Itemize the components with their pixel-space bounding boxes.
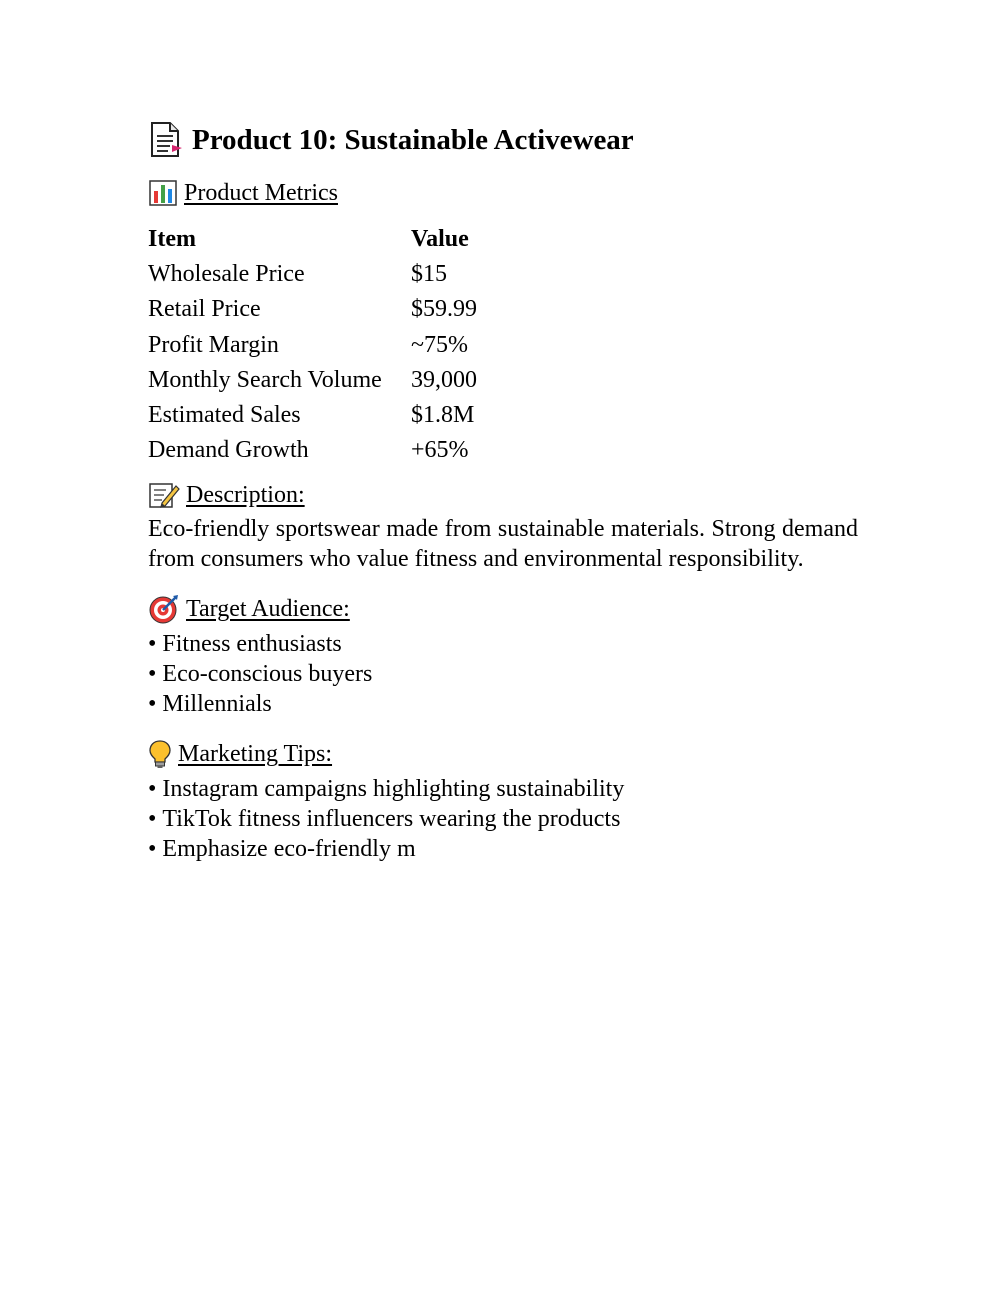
table-header-row xyxy=(148,222,477,257)
metric-value-cell: $59.99 xyxy=(411,296,477,323)
metric-item-cell: Wholesale Price xyxy=(148,261,305,288)
light-bulb-icon xyxy=(148,739,172,769)
metrics-heading xyxy=(148,178,338,208)
list-item: • TikTok fitness influencers wearing the products xyxy=(148,804,858,834)
metric-item-cell: Estimated Sales xyxy=(148,402,301,429)
description-heading-label: Description: xyxy=(186,482,305,509)
metric-value-cell: $1.8M xyxy=(411,402,475,429)
metrics-heading-label: Product Metrics xyxy=(184,180,338,206)
bar-chart-icon xyxy=(148,179,178,207)
list-item: • Millennials xyxy=(148,689,858,719)
metric-value-cell: 39,000 xyxy=(411,366,477,393)
tips-heading-label: Marketing Tips: xyxy=(178,741,333,768)
table-row xyxy=(148,363,477,398)
target-icon xyxy=(148,594,180,624)
metric-value-cell: $15 xyxy=(411,261,447,288)
table-row xyxy=(148,257,477,292)
table-row xyxy=(148,398,477,433)
metric-item-cell: Retail Price xyxy=(148,296,261,323)
metric-item-cell: Profit Margin xyxy=(148,331,279,358)
metric-value-cell: ~75% xyxy=(411,331,468,358)
list-item: • Instagram campaigns highlighting sustainability xyxy=(148,774,858,804)
table-row xyxy=(148,328,477,363)
tips-list xyxy=(148,774,858,864)
metrics-table xyxy=(148,222,477,468)
metric-item-cell: Monthly Search Volume xyxy=(148,366,382,393)
description-text: Eco-friendly sportswear made from sustainable materials. Strong demand from consumers who value fitness and environmental responsibility. xyxy=(148,516,858,573)
list-item: • Eco-conscious buyers xyxy=(148,659,858,689)
list-item: • Emphasize eco-friendly m xyxy=(148,834,858,864)
column-header-item: Item xyxy=(148,226,196,253)
tips-heading xyxy=(148,739,332,769)
document-page xyxy=(148,118,858,864)
title-row xyxy=(148,118,858,162)
description-heading xyxy=(148,480,305,510)
audience-heading-label: Target Audience: xyxy=(186,596,350,623)
metric-value-cell: +65% xyxy=(411,437,469,464)
page-title: Product 10: Sustainable Activewear xyxy=(192,123,634,156)
list-item: • Fitness enthusiasts xyxy=(148,629,858,659)
memo-icon xyxy=(148,481,180,509)
column-header-value: Value xyxy=(411,226,469,253)
table-row xyxy=(148,433,477,468)
page-with-curl-icon xyxy=(148,121,184,159)
metric-item-cell: Demand Growth xyxy=(148,437,309,464)
audience-list xyxy=(148,629,858,719)
table-row xyxy=(148,292,477,327)
audience-heading xyxy=(148,594,350,624)
